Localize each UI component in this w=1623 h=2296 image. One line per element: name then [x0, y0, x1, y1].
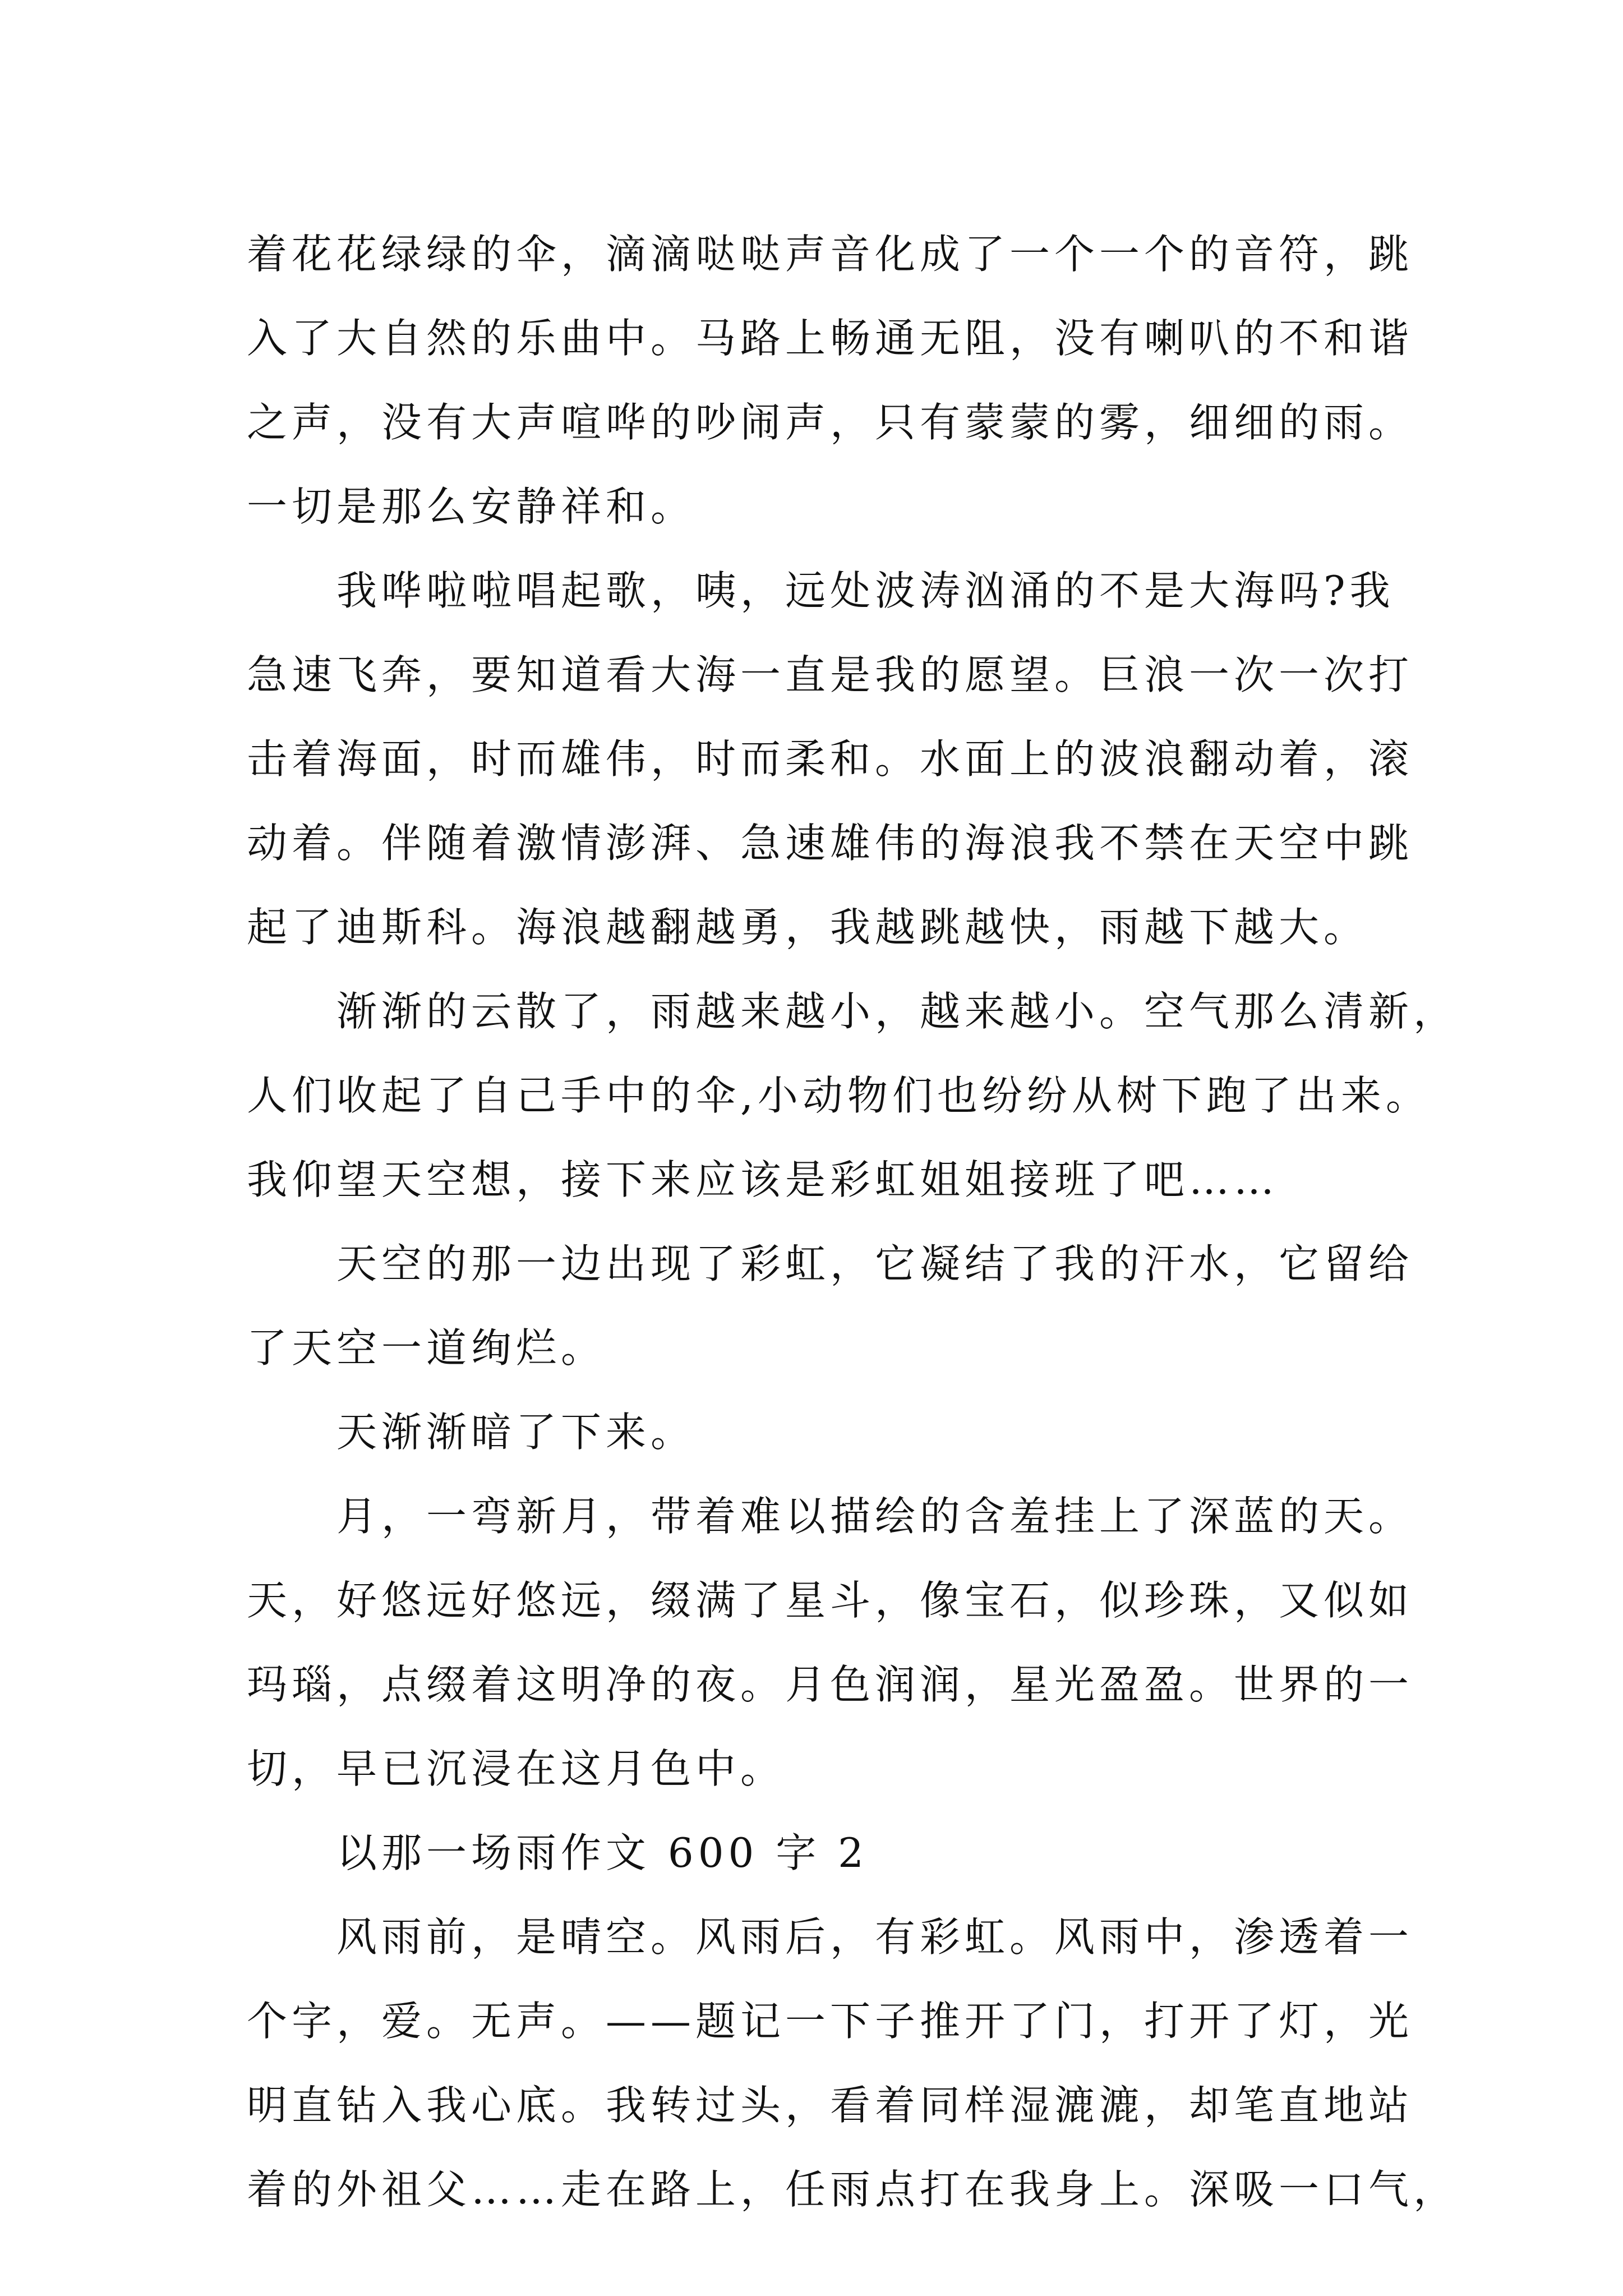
paragraph-start-line: 天渐渐暗了下来。 [336, 1409, 696, 1456]
document-body [247, 212, 1459, 2231]
text-line: 入了大自然的乐曲中。马路上畅通无阻，没有喇叭的不和谐 [247, 315, 1414, 362]
paragraph-start-line: 天空的那一边出现了彩虹，它凝结了我的汗水，它留给 [336, 1240, 1414, 1287]
paragraph-start-line: 月，一弯新月，带着难以描绘的含羞挂上了深蓝的天。 [336, 1493, 1414, 1540]
text-line: 切，早已沉浸在这月色中。 [247, 1745, 786, 1792]
text-line: 明直钻入我心底。我转过头，看着同样湿漉漉，却笔直地站 [247, 2082, 1414, 2129]
section-heading: 以那一场雨作文 600 字 2 [336, 1829, 868, 1876]
text-line: 击着海面，时而雄伟，时而柔和。水面上的波浪翻动着，滚 [247, 735, 1414, 783]
text-line: 着花花绿绿的伞，滴滴哒哒声音化成了一个一个的音符，跳 [247, 231, 1414, 278]
text-line: 人们收起了自己手中的伞,小动物们也纷纷从树下跑了出来。 [247, 1072, 1431, 1119]
text-line: 起了迪斯科。海浪越翻越勇，我越跳越快，雨越下越大。 [247, 904, 1369, 951]
paragraph-start-line: 我哗啦啦唱起歌，咦，远处波涛汹涌的不是大海吗?我 [336, 567, 1395, 614]
text-line: 动着。伴随着激情澎湃、急速雄伟的海浪我不禁在天空中跳 [247, 820, 1414, 867]
text-line: 个字，爱。无声。——题记一下子推开了门，打开了灯，光 [247, 1998, 1414, 2045]
text-line: 之声，没有大声喧哗的吵闹声，只有蒙蒙的雾，细细的雨。 [247, 399, 1414, 446]
paragraph-start-line: 渐渐的云散了，雨越来越小，越来越小。空气那么清新， [336, 988, 1459, 1035]
paragraph-start-line: 风雨前，是晴空。风雨后，有彩虹。风雨中，渗透着一 [336, 1913, 1414, 1961]
text-line: 着的外祖父……走在路上，任雨点打在我身上。深吸一口气， [247, 2166, 1459, 2213]
text-line: 我仰望天空想，接下来应该是彩虹姐姐接班了吧…… [247, 1156, 1279, 1203]
text-line: 急速飞奔，要知道看大海一直是我的愿望。巨浪一次一次打 [247, 651, 1414, 698]
text-line: 天，好悠远好悠远，缀满了星斗，像宝石，似珍珠，又似如 [247, 1577, 1414, 1624]
text-line: 玛瑙，点缀着这明净的夜。月色润润，星光盈盈。世界的一 [247, 1661, 1414, 1708]
text-line: 一切是那么安静祥和。 [247, 483, 696, 530]
text-line: 了天空一道绚烂。 [247, 1324, 606, 1372]
